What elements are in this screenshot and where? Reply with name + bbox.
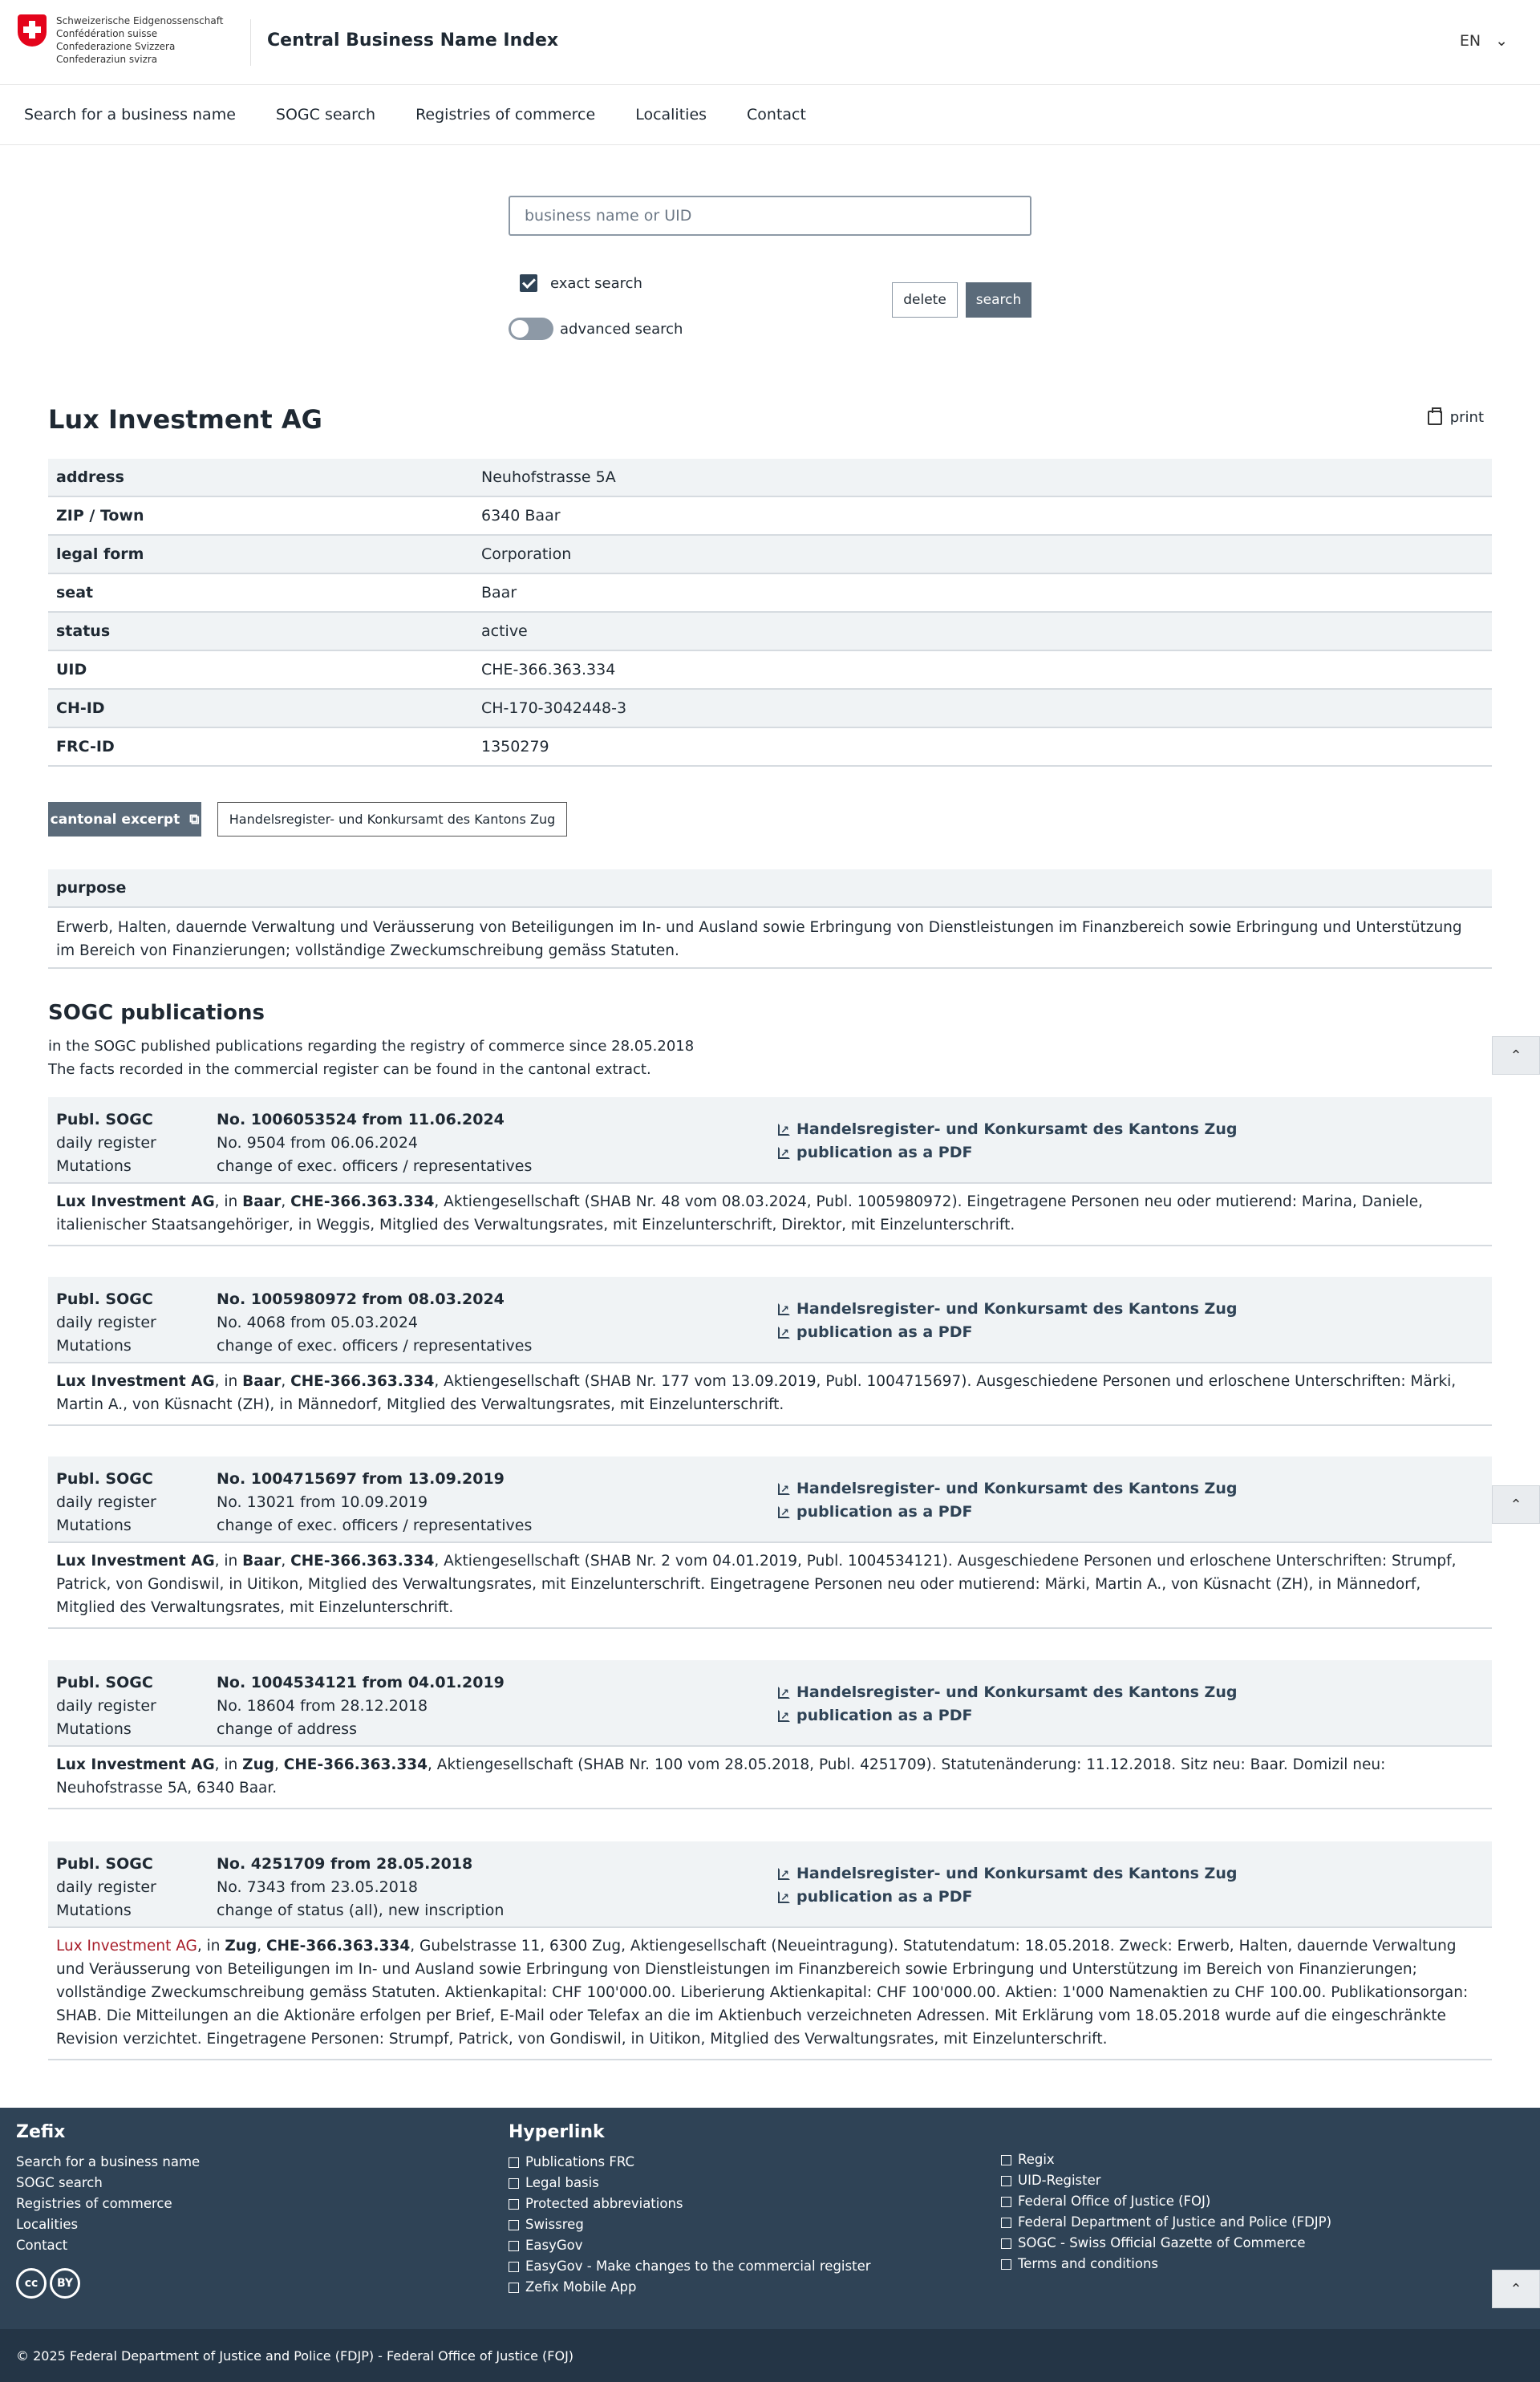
detail-key: address (56, 468, 124, 486)
company-name: Lux Investment AG (48, 404, 322, 435)
exact-search-checkbox[interactable] (520, 274, 537, 292)
publication-body: Lux Investment AG, in Zug, CHE-366.363.334, Gubelstrasse 11, 6300 Zug, Aktiengesellschaft (Neueintragung). Statutendatum: 18.05.2018. Zweck: Erwerb, Halten, dauernde Verwaltung und Veräusserung von Beteiligungen im In- und Ausland sowie Erbringung von Dienstleistungen im Finanzbereich sowie Erbringung und Unterstützung im Bereich von Finanzierungen; vollständige Zweckumschreibung gemäss Statuten. Aktienkapital: CHF 100'000.00. Liberierung Aktienkapital: CHF 100'000.00. Aktien: 1'000 Namenaktien zu CHF 100.00. Publikationsorgan: SHAB. Die Mitteilungen an die Aktionäre erfolgen per Brief, E-Mail oder Telefax an die im Aktienbuch verzeichneten Adressen. Mit Erklärung vom 18.05.2018 wurde auf die eingeschränkte Revision verzichtet. Eingetragene Personen: Strumpf, Patrick, von Gondiswil, in Uitikon, Mitglied des Verwaltungsrates, mit Einzelunterschrift. (48, 1928, 1492, 2060)
external-link-icon: ⧉ (189, 811, 200, 828)
exact-search-label: exact search (550, 274, 642, 292)
footer-link-label: Federal Office of Justice (FOJ) (1018, 2194, 1211, 2209)
footer-link-label: Regix (1018, 2152, 1055, 2167)
body-in: , in (214, 1193, 243, 1210)
label-daily: daily register (56, 1878, 156, 1896)
publication-body: Lux Investment AG, in Baar, CHE-366.363.334, Aktiengesellschaft (SHAB Nr. 2 vom 04.01.2019, Publ. 1004534121). Ausgeschiedene Personen und erloschene Unterschriften: Strumpf, Patrick, von Gondiswil, in Uitikon, Mitglied des Verwaltungsrates, mit Einzelunterschrift. Eingetragene Personen neu oder mutierend: Märki, Martin A., von Küsnacht (ZH), in Männedorf, Mitglied des Verwaltungsrates, mit Einzelunterschrift. (48, 1543, 1492, 1629)
publication-header (48, 1456, 1492, 1543)
external-link-icon (778, 1124, 790, 1136)
cantonal-excerpt-button[interactable] (48, 802, 201, 837)
chevron-up-icon: ⌃ (1510, 1496, 1522, 1513)
publication-header (48, 1660, 1492, 1747)
publication-labels (56, 1853, 156, 1922)
language-selector[interactable] (1460, 32, 1508, 50)
external-link-icon (509, 2220, 519, 2230)
external-link-icon (778, 1891, 790, 1903)
swiss-cross-icon (18, 14, 47, 47)
top-header (0, 0, 1540, 85)
label-daily: daily register (56, 1134, 156, 1152)
footer-link[interactable] (1001, 2212, 1331, 2233)
office-link-label: Handelsregister- und Konkursamt des Kantons Zug (796, 1300, 1238, 1318)
print-button[interactable] (1428, 409, 1484, 426)
detail-row (48, 690, 1492, 728)
footer-link[interactable]: Contact (16, 2238, 68, 2253)
publ-number: No. 1004534121 from 04.01.2019 (217, 1674, 505, 1691)
pdf-link[interactable] (778, 1704, 1237, 1728)
publication-item (48, 1277, 1492, 1426)
external-link-icon (778, 1483, 790, 1495)
mutation-type: change of exec. officers / representatives (217, 1517, 533, 1534)
publication-values (217, 1671, 505, 1741)
footer-heading: Hyperlink (509, 2122, 605, 2142)
external-link-icon (1001, 2197, 1011, 2207)
body-in: , in (214, 1373, 243, 1390)
detail-value: Corporation (481, 545, 572, 563)
publication-header (48, 1097, 1492, 1184)
nav-contact[interactable]: Contact (747, 106, 806, 124)
cc-icon: cc (16, 2268, 47, 2299)
external-link-icon (778, 1710, 790, 1722)
body-uid: CHE-366.363.334 (265, 1938, 411, 1955)
chevron-up-icon: ⌃ (1510, 2280, 1522, 2298)
label-mutations: Mutations (56, 1517, 132, 1534)
publication-body: Lux Investment AG, in Zug, CHE-366.363.334, Aktiengesellschaft (SHAB Nr. 100 vom 28.05.2018, Publ. 4251709). Statutenänderung: 11.12.2018. Sitz neu: Baar. Domizil neu: Neuhofstrasse 5A, 6340 Baar. (48, 1747, 1492, 1809)
pdf-link-label: publication as a PDF (796, 1323, 973, 1341)
detail-key: legal form (56, 545, 144, 563)
pdf-link[interactable] (778, 1886, 1237, 1909)
publication-item (48, 1841, 1492, 2060)
office-link[interactable] (778, 1298, 1237, 1321)
publication-links (778, 1477, 1237, 1524)
detail-row (48, 574, 1492, 613)
detail-value: 1350279 (481, 738, 549, 756)
footer-col-zefix (16, 2122, 200, 2256)
scroll-to-top-button[interactable] (1492, 1485, 1540, 1524)
daily-number: No. 13021 from 10.09.2019 (217, 1493, 428, 1511)
detail-value: 6340 Baar (481, 507, 561, 525)
body-uid: CHE-366.363.334 (290, 1373, 435, 1390)
pdf-link[interactable] (778, 1501, 1237, 1524)
body-uid: CHE-366.363.334 (283, 1756, 428, 1773)
cantonal-excerpt-label: cantonal excerpt (50, 811, 180, 828)
sogc-title: SOGC publications (48, 1001, 265, 1025)
detail-key: seat (56, 584, 94, 602)
pdf-link[interactable] (778, 1321, 1237, 1344)
office-link-label: Handelsregister- und Konkursamt des Kantons Zug (796, 1865, 1238, 1882)
external-link-icon (509, 2283, 519, 2293)
external-link-icon (778, 1303, 790, 1315)
footer-link-label: Zefix Mobile App (525, 2279, 637, 2295)
publication-item (48, 1660, 1492, 1809)
external-link-icon (1001, 2176, 1011, 2186)
publication-values (217, 1853, 504, 1922)
publ-number: No. 1005980972 from 08.03.2024 (217, 1290, 505, 1308)
body-text: , Aktiengesellschaft (SHAB Nr. 2 vom 04.01.2019, Publ. 1004534121). Ausgeschiedene Personen und erloschene Unterschriften: Strumpf, Patrick, von Gondiswil, in Uitikon, Mitglied des Verwaltungsrates, mit Einzelunterschrift. Eingetragene Personen neu oder mutierend: Märki, Martin A., von Küsnacht (ZH), in Männedorf, Mitglied des Verwaltungsrates, mit Einzelunterschrift. (56, 1553, 1457, 1616)
publication-links (778, 1298, 1237, 1344)
external-link-icon (509, 2157, 519, 2168)
body-uid: CHE-366.363.334 (290, 1553, 435, 1570)
label-daily: daily register (56, 1493, 156, 1511)
external-link-icon (509, 2178, 519, 2189)
creative-commons-badge[interactable] (16, 2268, 80, 2299)
detail-row (48, 536, 1492, 574)
footer-link[interactable] (509, 2194, 871, 2214)
app-title[interactable]: Central Business Name Index (267, 30, 559, 51)
publication-item (48, 1097, 1492, 1246)
detail-key: UID (56, 661, 87, 679)
purpose-heading: purpose (48, 869, 1492, 908)
detail-row (48, 613, 1492, 651)
publication-body: Lux Investment AG, in Baar, CHE-366.363.334, Aktiengesellschaft (SHAB Nr. 177 vom 13.09.2019, Publ. 1004715697). Ausgeschiedene Personen und erloschene Unterschriften: Märki, Martin A., von Küsnacht (ZH), in Männedorf, Mitglied des Verwaltungsrates, mit Einzelunterschrift. (48, 1363, 1492, 1426)
registry-office-button[interactable]: Handelsregister- und Konkursamt des Kantons Zug (217, 802, 567, 837)
footer-col-hyperlink (509, 2122, 871, 2298)
confederation-text (56, 14, 223, 66)
footer-link[interactable] (1001, 2233, 1331, 2254)
copyright: © 2025 Federal Department of Justice and Police (FDJP) - Federal Office of Justice (FOJ) (0, 2329, 1540, 2382)
exact-search-option[interactable] (520, 274, 642, 292)
footer-link[interactable]: Registries of commerce (16, 2196, 172, 2211)
label-mutations: Mutations (56, 1157, 132, 1175)
mutation-type: change of exec. officers / representatives (217, 1157, 533, 1175)
body-company: Lux Investment AG (56, 1756, 215, 1773)
footer-link[interactable] (509, 2173, 871, 2194)
external-link-icon (778, 1147, 790, 1159)
publication-labels (56, 1468, 156, 1537)
external-link-icon (778, 1868, 790, 1880)
external-link-icon (509, 2262, 519, 2272)
confed-line: Confederazione Svizzera (56, 41, 176, 52)
footer-heading: Zefix (16, 2122, 66, 2142)
nav-localities[interactable]: Localities (635, 106, 707, 124)
detail-key: status (56, 622, 111, 640)
publication-labels (56, 1288, 156, 1358)
advanced-search-label: advanced search (560, 320, 683, 338)
search-input[interactable] (509, 196, 1031, 236)
sogc-subtitle (48, 1035, 694, 1081)
office-link[interactable] (778, 1681, 1237, 1704)
body-town: Baar (242, 1193, 282, 1210)
external-link-icon (509, 2241, 519, 2251)
detail-value: Neuhofstrasse 5A (481, 468, 616, 486)
confederation-logo[interactable] (18, 14, 223, 66)
footer-link[interactable] (1001, 2149, 1331, 2170)
detail-value: CH-170-3042448-3 (481, 699, 627, 717)
body-company-link[interactable]: Lux Investment AG (56, 1938, 197, 1955)
chevron-up-icon: ⌃ (1510, 1047, 1522, 1064)
label-daily: daily register (56, 1314, 156, 1331)
label-publ: Publ. SOGC (56, 1855, 153, 1873)
label-publ: Publ. SOGC (56, 1470, 153, 1488)
nav-search-business-name[interactable]: Search for a business name (24, 106, 236, 124)
detail-value: active (481, 622, 528, 640)
print-label: print (1449, 409, 1484, 426)
body-uid: CHE-366.363.334 (290, 1193, 435, 1210)
advanced-search-toggle[interactable] (509, 318, 553, 340)
detail-row (48, 728, 1492, 767)
publication-values (217, 1468, 532, 1537)
publication-links (778, 1118, 1237, 1165)
publ-number: No. 1006053524 from 11.06.2024 (217, 1111, 505, 1128)
label-mutations: Mutations (56, 1720, 132, 1738)
company-details-table (48, 459, 1492, 767)
scroll-to-top-button[interactable] (1492, 2270, 1540, 2308)
publication-labels (56, 1108, 156, 1178)
daily-number: No. 7343 from 23.05.2018 (217, 1878, 419, 1896)
mutation-type: change of address (217, 1720, 357, 1738)
external-link-icon (778, 1687, 790, 1699)
footer (0, 2108, 1540, 2329)
language-label: EN (1459, 32, 1481, 50)
label-daily: daily register (56, 1697, 156, 1715)
pdf-link-label: publication as a PDF (796, 1503, 973, 1521)
pdf-link-label: publication as a PDF (796, 1888, 973, 1906)
office-link-label: Handelsregister- und Konkursamt des Kantons Zug (796, 1683, 1238, 1701)
footer-link[interactable] (509, 2235, 871, 2256)
body-in: , in (197, 1938, 225, 1955)
footer-link[interactable]: Search for a business name (16, 2154, 201, 2169)
footer-link-label: SOGC - Swiss Official Gazette of Commerce (1018, 2235, 1306, 2250)
footer-link[interactable]: SOGC search (16, 2175, 103, 2190)
publ-number: No. 4251709 from 28.05.2018 (217, 1855, 473, 1873)
footer-link-label: Legal basis (525, 2175, 599, 2190)
publication-labels (56, 1671, 156, 1741)
label-publ: Publ. SOGC (56, 1111, 153, 1128)
publication-values (217, 1108, 532, 1178)
confed-line: Schweizerische Eidgenossenschaft (56, 15, 224, 26)
body-town: Baar (242, 1373, 282, 1390)
external-link-icon (509, 2199, 519, 2210)
advanced-search-option[interactable] (509, 318, 683, 340)
mutation-type: change of exec. officers / representatives (217, 1337, 533, 1355)
body-in: , in (214, 1553, 243, 1570)
body-text: , Gubelstrasse 11, 6300 Zug, Aktiengesellschaft (Neueintragung). Statutendatum: 18.05.2018. Zweck: Erwerb, Halten, dauernde Verwaltung und Veräusserung von Beteiligungen im In- und Ausland sowie Erbringung von Dienstleistungen im Finanzbereich sowie Erbringung und Unterstützung im Bereich von Finanzierungen; vollständige Zweckumschreibung gemäss Statuten. Aktienkapital: CHF 100'000.00. Liberierung Aktienkapital: CHF 100'000.00. Aktien: 1'000 Namenaktien zu CHF 100.00. Publikationsorgan: SHAB. Die Mitteilungen an die Aktionäre erfolgen per Brief, E-Mail oder Telefax an die im Aktienbuch verzeichneten Adressen. Mit Erklärung vom 18.05.2018 wurde auf die eingeschränkte Revision verzichtet. Eingetragene Personen: Strumpf, Patrick, von Gondiswil, in Uitikon, Mitglied des Verwaltungsrates, mit Einzelunterschrift. (56, 1938, 1469, 2048)
chevron-down-icon: ⌄ (1495, 32, 1508, 50)
footer-link[interactable] (1001, 2191, 1331, 2212)
footer-link-label: Federal Department of Justice and Police (FDJP) (1018, 2214, 1332, 2230)
external-link-icon (1001, 2218, 1011, 2228)
label-publ: Publ. SOGC (56, 1290, 153, 1308)
office-link-label: Handelsregister- und Konkursamt des Kantons Zug (796, 1120, 1238, 1138)
footer-link[interactable] (1001, 2170, 1331, 2191)
publication-links (778, 1681, 1237, 1728)
footer-link[interactable] (1001, 2254, 1331, 2275)
publ-number: No. 1004715697 from 13.09.2019 (217, 1470, 505, 1488)
pdf-link-label: publication as a PDF (796, 1707, 973, 1724)
footer-link-label: UID-Register (1018, 2173, 1101, 2188)
external-link-icon (778, 1506, 790, 1518)
scroll-to-top-button[interactable] (1492, 1036, 1540, 1075)
office-link[interactable] (778, 1862, 1237, 1886)
body-text: , Aktiengesellschaft (SHAB Nr. 177 vom 13.09.2019, Publ. 1004715697). Ausgeschiedene Personen und erloschene Unterschriften: Märki, Martin A., von Küsnacht (ZH), in Männedorf, Mitglied des Verwaltungsrates, mit Einzelunterschrift. (56, 1373, 1457, 1413)
footer-link-label: Terms and conditions (1018, 2256, 1159, 2271)
body-in: , in (214, 1756, 243, 1773)
publication-header (48, 1841, 1492, 1928)
publication-item (48, 1456, 1492, 1629)
footer-link-label: Publications FRC (525, 2154, 635, 2169)
office-link-label: Handelsregister- und Konkursamt des Kantons Zug (796, 1480, 1238, 1497)
daily-number: No. 18604 from 28.12.2018 (217, 1697, 428, 1715)
detail-row (48, 459, 1492, 497)
body-text: , Aktiengesellschaft (SHAB Nr. 100 vom 28.05.2018, Publ. 4251709). Statutenänderung: 11.12.2018. Sitz neu: Baar. Domizil neu: Neuhofstrasse 5A, 6340 Baar. (56, 1756, 1386, 1797)
footer-link[interactable] (509, 2256, 871, 2277)
office-link[interactable] (778, 1477, 1237, 1501)
office-link[interactable] (778, 1118, 1237, 1141)
publication-body: Lux Investment AG, in Baar, CHE-366.363.334, Aktiengesellschaft (SHAB Nr. 48 vom 08.03.2024, Publ. 1005980972). Eingetragene Personen neu oder mutierend: Marina, Daniele, italienischer Staatsangehöriger, in Weggis, Mitglied des Verwaltungsrates, mit Einzelunterschrift, Direktor, mit Einzelunterschrift. (48, 1184, 1492, 1246)
daily-number: No. 4068 from 05.03.2024 (217, 1314, 419, 1331)
label-mutations: Mutations (56, 1902, 132, 1919)
detail-key: FRC-ID (56, 738, 115, 756)
nav-registries-of-commerce[interactable]: Registries of commerce (415, 106, 596, 124)
sogc-subtitle-line: in the SOGC published publications regarding the registry of commerce since 28.05.2018 (48, 1038, 695, 1055)
footer-col-links (1001, 2149, 1331, 2275)
main-nav (0, 85, 1540, 145)
detail-value: Baar (481, 584, 517, 602)
external-link-icon (1001, 2259, 1011, 2270)
publication-header (48, 1277, 1492, 1363)
cc-by-icon: BY (50, 2268, 80, 2299)
purpose-text: Erwerb, Halten, dauernde Verwaltung und Veräusserung von Beteiligungen im In- und Ausland sowie Erbringung von Dienstleistungen im Finanzbereich sowie Erbringung und Unterstützung im Bereich von Finanzierungen; vollständige Zweckumschreibung gemäss Statuten. (48, 908, 1492, 969)
footer-link-label: Protected abbreviations (525, 2196, 683, 2211)
publication-values (217, 1288, 532, 1358)
detail-row (48, 651, 1492, 690)
external-link-icon (1001, 2155, 1011, 2165)
label-mutations: Mutations (56, 1337, 132, 1355)
daily-number: No. 9504 from 06.06.2024 (217, 1134, 419, 1152)
pdf-link-label: publication as a PDF (796, 1144, 973, 1161)
footer-link[interactable] (509, 2277, 871, 2298)
confed-line: Confédération suisse (56, 28, 158, 39)
sogc-subtitle-line: The facts recorded in the commercial register can be found in the cantonal extract. (48, 1061, 651, 1078)
pdf-link[interactable] (778, 1141, 1237, 1165)
body-company: Lux Investment AG (56, 1553, 215, 1570)
body-town: Zug (242, 1756, 274, 1773)
header-divider (250, 19, 251, 66)
footer-link-label: EasyGov - Make changes to the commercial register (525, 2258, 871, 2274)
body-town: Baar (242, 1553, 282, 1570)
detail-value: CHE-366.363.334 (481, 661, 616, 679)
mutation-type: change of status (all), new inscription (217, 1902, 505, 1919)
body-town: Zug (225, 1938, 257, 1955)
external-link-icon (1001, 2238, 1011, 2249)
confed-line: Confederaziun svizra (56, 54, 158, 65)
footer-link[interactable] (509, 2152, 871, 2173)
nav-sogc-search[interactable]: SOGC search (275, 106, 376, 124)
body-company: Lux Investment AG (56, 1193, 215, 1210)
footer-link[interactable]: Localities (16, 2217, 79, 2232)
footer-link-label: EasyGov (525, 2238, 583, 2253)
detail-row (48, 497, 1492, 536)
search-button[interactable]: search (966, 282, 1031, 318)
detail-key: CH-ID (56, 699, 105, 717)
body-text: , Aktiengesellschaft (SHAB Nr. 48 vom 08.03.2024, Publ. 1005980972). Eingetragene Personen neu oder mutierend: Marina, Daniele, italienischer Staatsangehöriger, in Weggis, Mitglied des Verwaltungsrates, mit Einzelunterschrift, Direktor, mit Einzelunterschrift. (56, 1193, 1424, 1234)
footer-link-label: Swissreg (525, 2217, 584, 2232)
delete-button[interactable]: delete (892, 282, 958, 318)
detail-key: ZIP / Town (56, 507, 144, 525)
printer-icon (1428, 411, 1442, 425)
footer-link[interactable] (509, 2214, 871, 2235)
body-company: Lux Investment AG (56, 1373, 215, 1390)
publication-links (778, 1862, 1237, 1909)
external-link-icon (778, 1327, 790, 1339)
label-publ: Publ. SOGC (56, 1674, 153, 1691)
